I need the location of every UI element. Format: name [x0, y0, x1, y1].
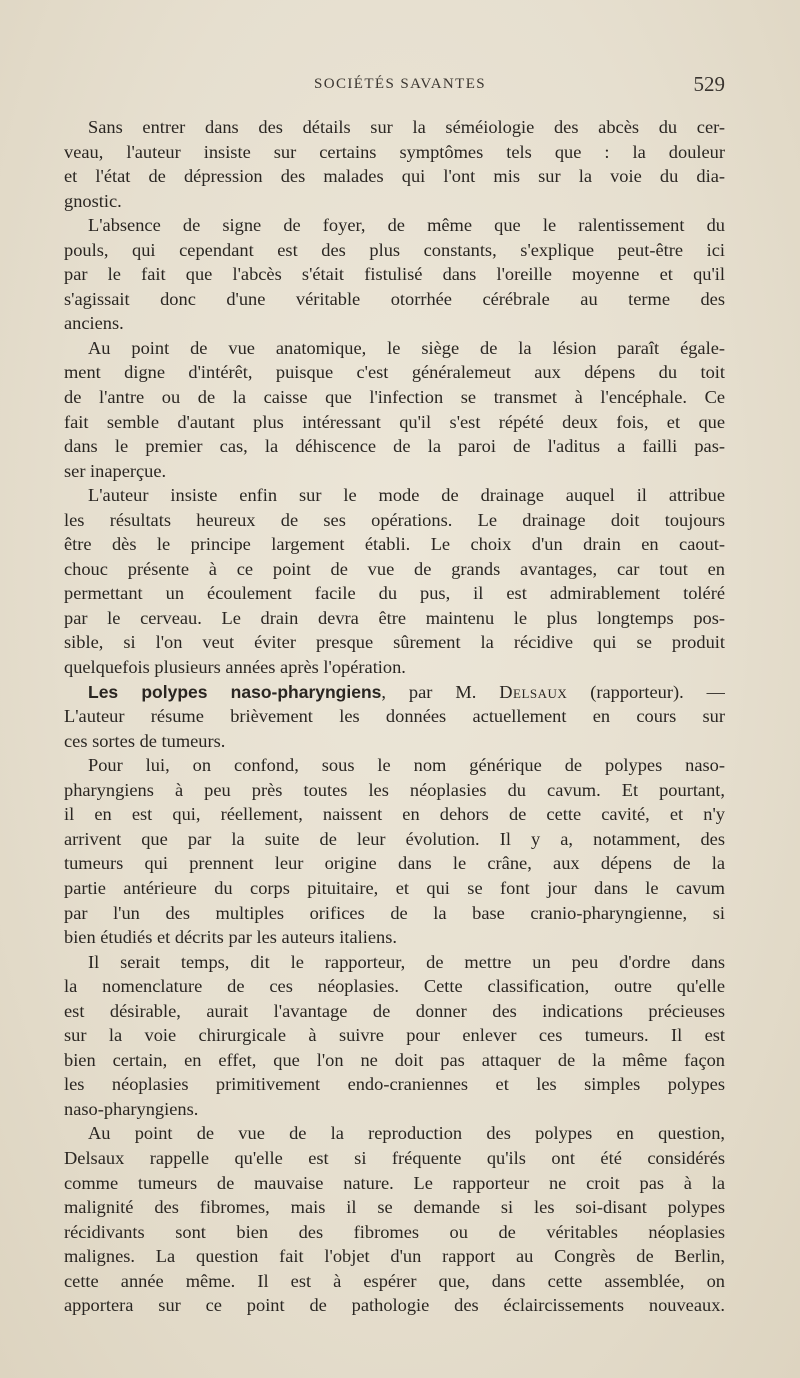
text-line: la nomenclature de ces néoplasies. Cette classification, outre qu'elle	[64, 976, 725, 997]
running-title: SOCIÉTÉS SAVANTES	[314, 76, 487, 92]
text-line: sur la voie chirurgicale à suivre pour enlever ces tumeurs. Il est	[64, 1025, 725, 1046]
text-line: tumeurs qui prennent leur origine dans le crâne, aux dépens de la	[64, 853, 725, 874]
article-body	[64, 115, 725, 1318]
text-line: Delsaux rappelle qu'elle est si fréquente qu'ils ont été considérés	[64, 1147, 725, 1168]
text-line: naso-pharyngiens.	[64, 1098, 199, 1119]
text-line: Sans entrer dans des détails sur la séméiologie des abcès du cer-	[88, 117, 725, 137]
text-line: quelquefois plusieurs années après l'opération.	[64, 657, 406, 678]
text-line: ces sortes de tumeurs.	[64, 730, 226, 751]
text-line: dans le premier cas, la déhiscence de la paroi de l'aditus a failli pas-	[64, 436, 725, 457]
text-line: comme tumeurs de mauvaise nature. Le rapporteur ne croit pas à la	[64, 1172, 725, 1193]
heading-author: Delsaux	[499, 681, 568, 702]
text-line: sible, si l'on veut éviter presque sûrement la récidive qui se produit	[64, 632, 725, 653]
text-line: ment digne d'intérêt, puisque c'est généralemeut aux dépens du toit	[64, 362, 725, 383]
text-line: malignes. La question fait l'objet d'un rapport au Congrès de Berlin,	[64, 1246, 725, 1267]
text-line: pouls, qui cependant est des plus constants, s'explique peut-être ici	[64, 239, 725, 260]
text-line: Pour lui, on confond, sous le nom générique de polypes naso-	[88, 755, 725, 776]
text-line: cette année même. Il est à espérer que, dans cette assemblée, on	[64, 1270, 725, 1291]
text-line: anciens.	[64, 313, 124, 334]
text-line: veau, l'auteur insiste sur certains symptômes tels que : la douleur	[64, 141, 725, 162]
text-line: récidivants sont bien des fibromes ou de véritables néoplasies	[64, 1221, 725, 1242]
text-line: permettant un écoulement facile du pus, il est admirablement toléré	[64, 583, 725, 604]
text-line: il en est qui, réellement, naissent en dehors de cette cavité, et n'y	[64, 804, 725, 825]
text-line: Il serait temps, dit le rapporteur, de mettre un peu d'ordre dans	[88, 951, 725, 972]
section-heading-line	[64, 680, 725, 705]
text-line: bien étudiés et décrits par les auteurs italiens.	[64, 927, 397, 948]
text-line: par le fait que l'abcès s'était fistulisé dans l'oreille moyenne et qu'il	[64, 264, 725, 285]
text-line: fait semble d'autant plus intéressant qu'il s'est répété deux fois, et que	[64, 411, 725, 432]
text-line: s'agissait donc d'une véritable otorrhée cérébrale au terme des	[64, 288, 725, 309]
page-header	[64, 72, 725, 102]
text-line: par le cerveau. Le drain devra être maintenu le plus longtemps pos-	[64, 607, 725, 628]
text-line: apportera sur ce point de pathologie des éclaircissements nouveaux.	[64, 1295, 725, 1316]
text-line: Au point de vue de la reproduction des polypes en question,	[88, 1123, 725, 1144]
text-line: arrivent que par la suite de leur évolution. Il y a, notamment, des	[64, 828, 725, 849]
text-line: être dès le principe largement établi. Le choix d'un drain en caout-	[64, 534, 725, 555]
page-number: 529	[693, 72, 725, 96]
text-line: partie antérieure du corps pituitaire, et qui se font jour dans le cavum	[64, 877, 725, 898]
text-line: pharyngiens à peu près toutes les néoplasies du cavum. Et pourtant,	[64, 779, 725, 800]
text-line: les résultats heureux de ses opérations. Le drainage doit toujours	[64, 509, 725, 530]
heading-role: (rapporteur). —	[590, 681, 725, 702]
text-line: les néoplasies primitivement endo-craniennes et les simples polypes	[64, 1074, 725, 1095]
text-line: est désirable, aurait l'avantage de donner des indications précieuses	[64, 1000, 725, 1021]
text-line: L'auteur résume brièvement les données actuellement en cours sur	[64, 706, 725, 727]
text-line: par l'un des multiples orifices de la base cranio-pharyngienne, si	[64, 902, 725, 923]
text-line: et l'état de dépression des malades qui l'ont mis sur la voie du dia-	[64, 166, 725, 187]
heading-by: , par M.	[381, 681, 477, 702]
text-line: de l'antre ou de la caisse que l'infection se transmet à l'encéphale. Ce	[64, 387, 725, 408]
text-line: gnostic.	[64, 190, 122, 211]
text-line: ser inaperçue.	[64, 460, 167, 481]
text-line: L'auteur insiste enfin sur le mode de drainage auquel il attribue	[88, 485, 725, 506]
section-heading: Les polypes naso-pharyngiens	[88, 681, 382, 702]
text-line: malignité des fibromes, mais il se demande si les soi-disant polypes	[64, 1197, 725, 1218]
text-line: bien certain, en effet, que l'on ne doit pas attaquer de la même façon	[64, 1049, 725, 1070]
text-line: Au point de vue anatomique, le siège de la lésion paraît égale-	[88, 337, 725, 358]
text-line: chouc présente à ce point de vue de grands avantages, car tout en	[64, 558, 725, 579]
text-line: L'absence de signe de foyer, de même que le ralentissement du	[88, 215, 725, 236]
